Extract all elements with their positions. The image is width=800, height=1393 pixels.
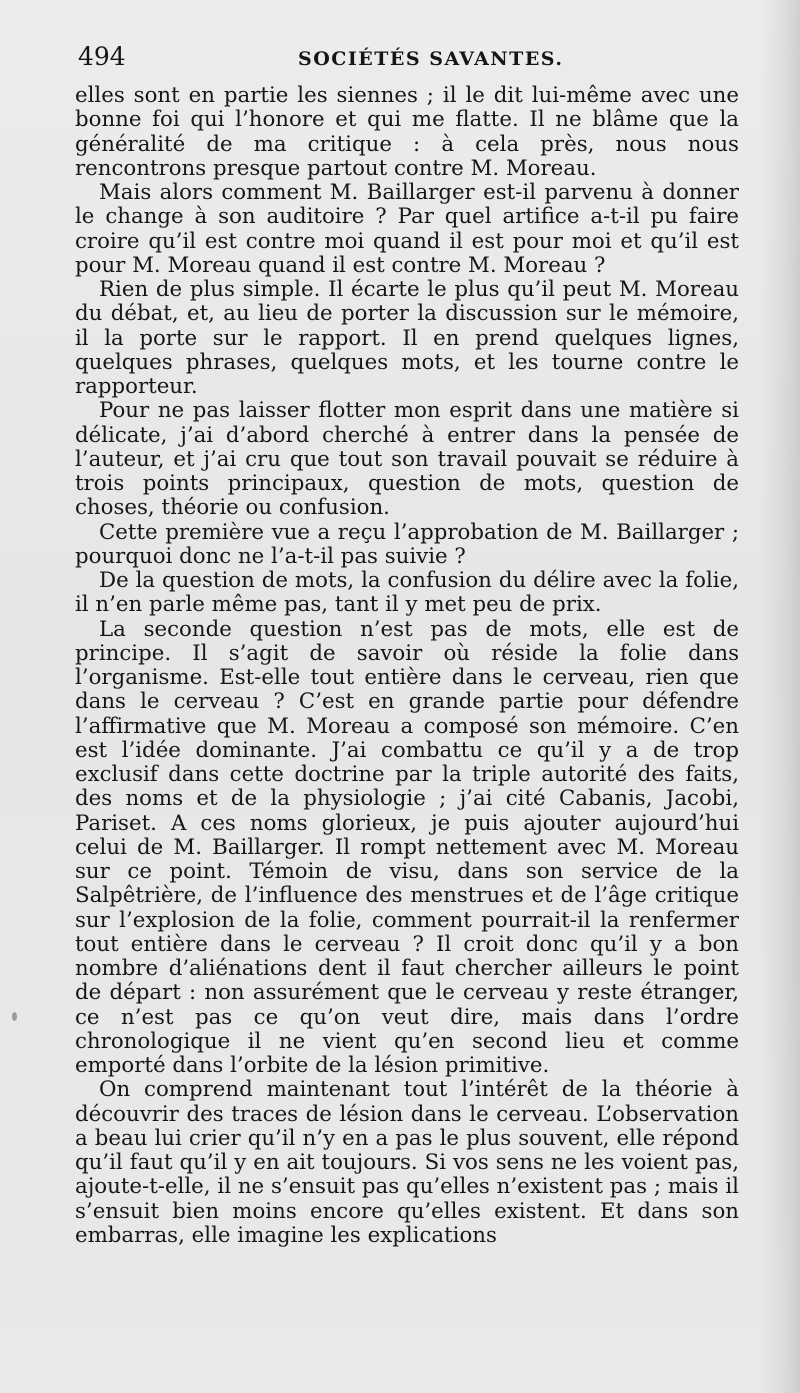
- page-gutter-shadow: [760, 0, 800, 1393]
- page-number: 494: [78, 42, 126, 71]
- ink-speck: [12, 1012, 17, 1021]
- paragraph: Pour ne pas laisser flotter mon esprit dans une matière si délicate, j’ai d’abord cherché à entrer dans la pensée de l’auteur, et j’ai cru que tout son travail pouvait se réduire à trois points principaux, question de mots, question de choses, théorie ou confusion.: [75, 398, 739, 521]
- paragraph: Mais alors comment M. Baillarger est-il parvenu à donner le change à son auditoire ? Par quel artifice a-t-il pu faire croire qu’il est contre moi quand il est pour moi et qu’il est pour M. Moreau quand il est contre M. Moreau ?: [75, 180, 739, 278]
- paragraph: Cette première vue a reçu l’approbation de M. Baillarger ; pourquoi donc ne l’a-t-il pas suivie ?: [75, 519, 739, 569]
- paragraph: La seconde question n’est pas de mots, elle est de principe. Il s’agit de savoir où réside la folie dans l’organisme. Est-elle tout entière dans le cerveau, rien que dans le cerveau ? C’est en grande partie pour défendre l’affirmative que M. Moreau a composé son mémoire. C’en est l’idée dominante. J’ai combattu ce qu’il y a de trop exclusif dans cette doctrine par la triple autorité des faits, des noms et de la physiologie ; j’ai cité Cabanis, Jacobi, Pariset. A ces noms glorieux, je puis ajouter aujourd’hui celui de M. Baillarger. Il rompt nettement avec M. Moreau sur ce point. Témoin de visu, dans son service de la Salpêtrière, de l’influence des menstrues et de l’âge critique sur l’explosion de la folie, comment pourrait-il la renfermer tout entière dans le cerveau ? Il croit donc qu’il y a bon nombre d’aliénations dent il faut chercher ailleurs le point de départ : non assurément que le cerveau y reste étranger, ce n’est pas ce qu’on veut dire, mais dans l’ordre chronologique il ne vient qu’en second lieu et comme emporté dans l’orbite de la lésion primitive.: [75, 616, 739, 1078]
- paragraph: Rien de plus simple. Il écarte le plus qu’il peut M. Moreau du débat, et, au lieu de porter la discussion sur le mémoire, il la porte sur le rapport. Il en prend quelques lignes, quelques phrases, quelques mots, et les tourne contre le rapporteur.: [75, 277, 739, 399]
- paragraph: On comprend maintenant tout l’intérêt de la théorie à découvrir des traces de lésion dans le cerveau. L’observation a beau lui crier qu’il n’y en a pas le plus souvent, elle répond qu’il faut qu’il y en ait toujours. Si vos sens ne les voient pas, ajoute-t-elle, il ne s’ensuit pas qu’elles n’existent pas ; mais il s’ensuit bien moins encore qu’elles existent. Et dans son embarras, elle imagine les explications: [75, 1077, 739, 1248]
- body-text: [75, 84, 739, 1248]
- paragraph: elles sont en partie les siennes ; il le dit lui-même avec une bonne foi qui l’honore et qui me flatte. Il ne blâme que la généralité de ma critique : à cela près, nous nous rencontrons presque partout contre M. Moreau.: [75, 83, 739, 181]
- paragraph: De la question de mots, la confusion du délire avec la folie, il n’en parle même pas, tant il y met peu de prix.: [75, 568, 739, 618]
- running-head: SOCIÉTÉS SAVANTES.: [298, 48, 564, 70]
- page-header: [78, 40, 740, 76]
